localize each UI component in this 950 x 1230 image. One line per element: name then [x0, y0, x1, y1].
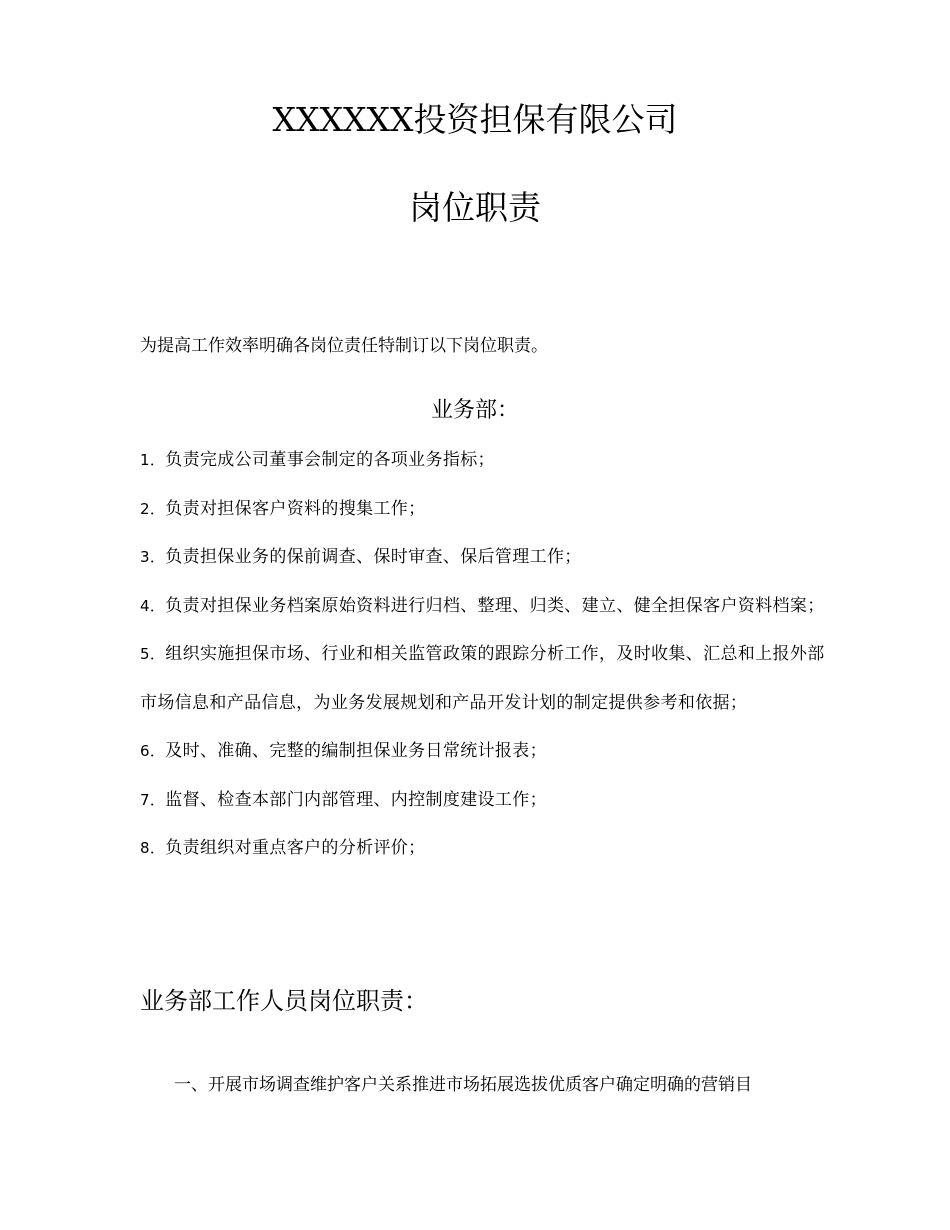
list-item: [140, 824, 830, 873]
list-text: 监督、检查本部门内部管理、内控制度建设工作；: [165, 789, 547, 810]
company-title: XXXXXX投资担保有限公司: [272, 100, 678, 139]
list-item: [140, 727, 830, 776]
list-item: [140, 630, 830, 727]
intro-text: 为提高工作效率明确各岗位责任特制订以下岗位职责。: [140, 336, 548, 356]
body-paragraph: 一、开展市场调查维护客户关系推进市场拓展选拔优质客户确定明确的营销目: [174, 1075, 752, 1095]
list-text: 负责对担保客户资料的搜集工作；: [165, 498, 426, 519]
list-item: [140, 485, 830, 534]
list-number: 6．: [140, 742, 166, 760]
list-number: 4．: [140, 596, 166, 615]
list-number: 5．: [140, 645, 166, 663]
list-number: 2．: [140, 499, 166, 518]
list-item: [140, 436, 830, 485]
subheading-staff-duties: 业务部工作人员岗位职责：: [140, 987, 428, 1015]
duty-list: [140, 436, 830, 873]
list-text: 负责担保业务的保前调查、保时审查、保后管理工作；: [165, 547, 582, 567]
list-item: [140, 582, 830, 631]
list-number: 3．: [140, 548, 166, 566]
list-text: 组织实施担保市场、行业和相关监管政策的跟踪分析工作，及时收集、汇总和上报外部市场信息和产品信息，为业务发展规划和产品开发计划的制定提供参考和依据；: [140, 644, 825, 713]
list-number: 1．: [140, 451, 166, 469]
list-text: 及时、准确、完整的编制担保业务日常统计报表；: [165, 741, 547, 761]
list-number: 8．: [140, 839, 166, 857]
list-item: [140, 776, 830, 825]
section-title-business-dept: 业务部：: [430, 398, 519, 423]
document-title: 岗位职责: [409, 188, 541, 227]
list-text: 负责组织对重点客户的分析评价；: [165, 838, 426, 858]
list-text: 负责完成公司董事会制定的各项业务指标；: [165, 450, 495, 470]
list-item: [140, 533, 830, 582]
list-number: 7．: [140, 790, 166, 809]
list-text: 负责对担保业务档案原始资料进行归档、整理、归类、建立、健全担保客户资料档案；: [165, 595, 825, 616]
